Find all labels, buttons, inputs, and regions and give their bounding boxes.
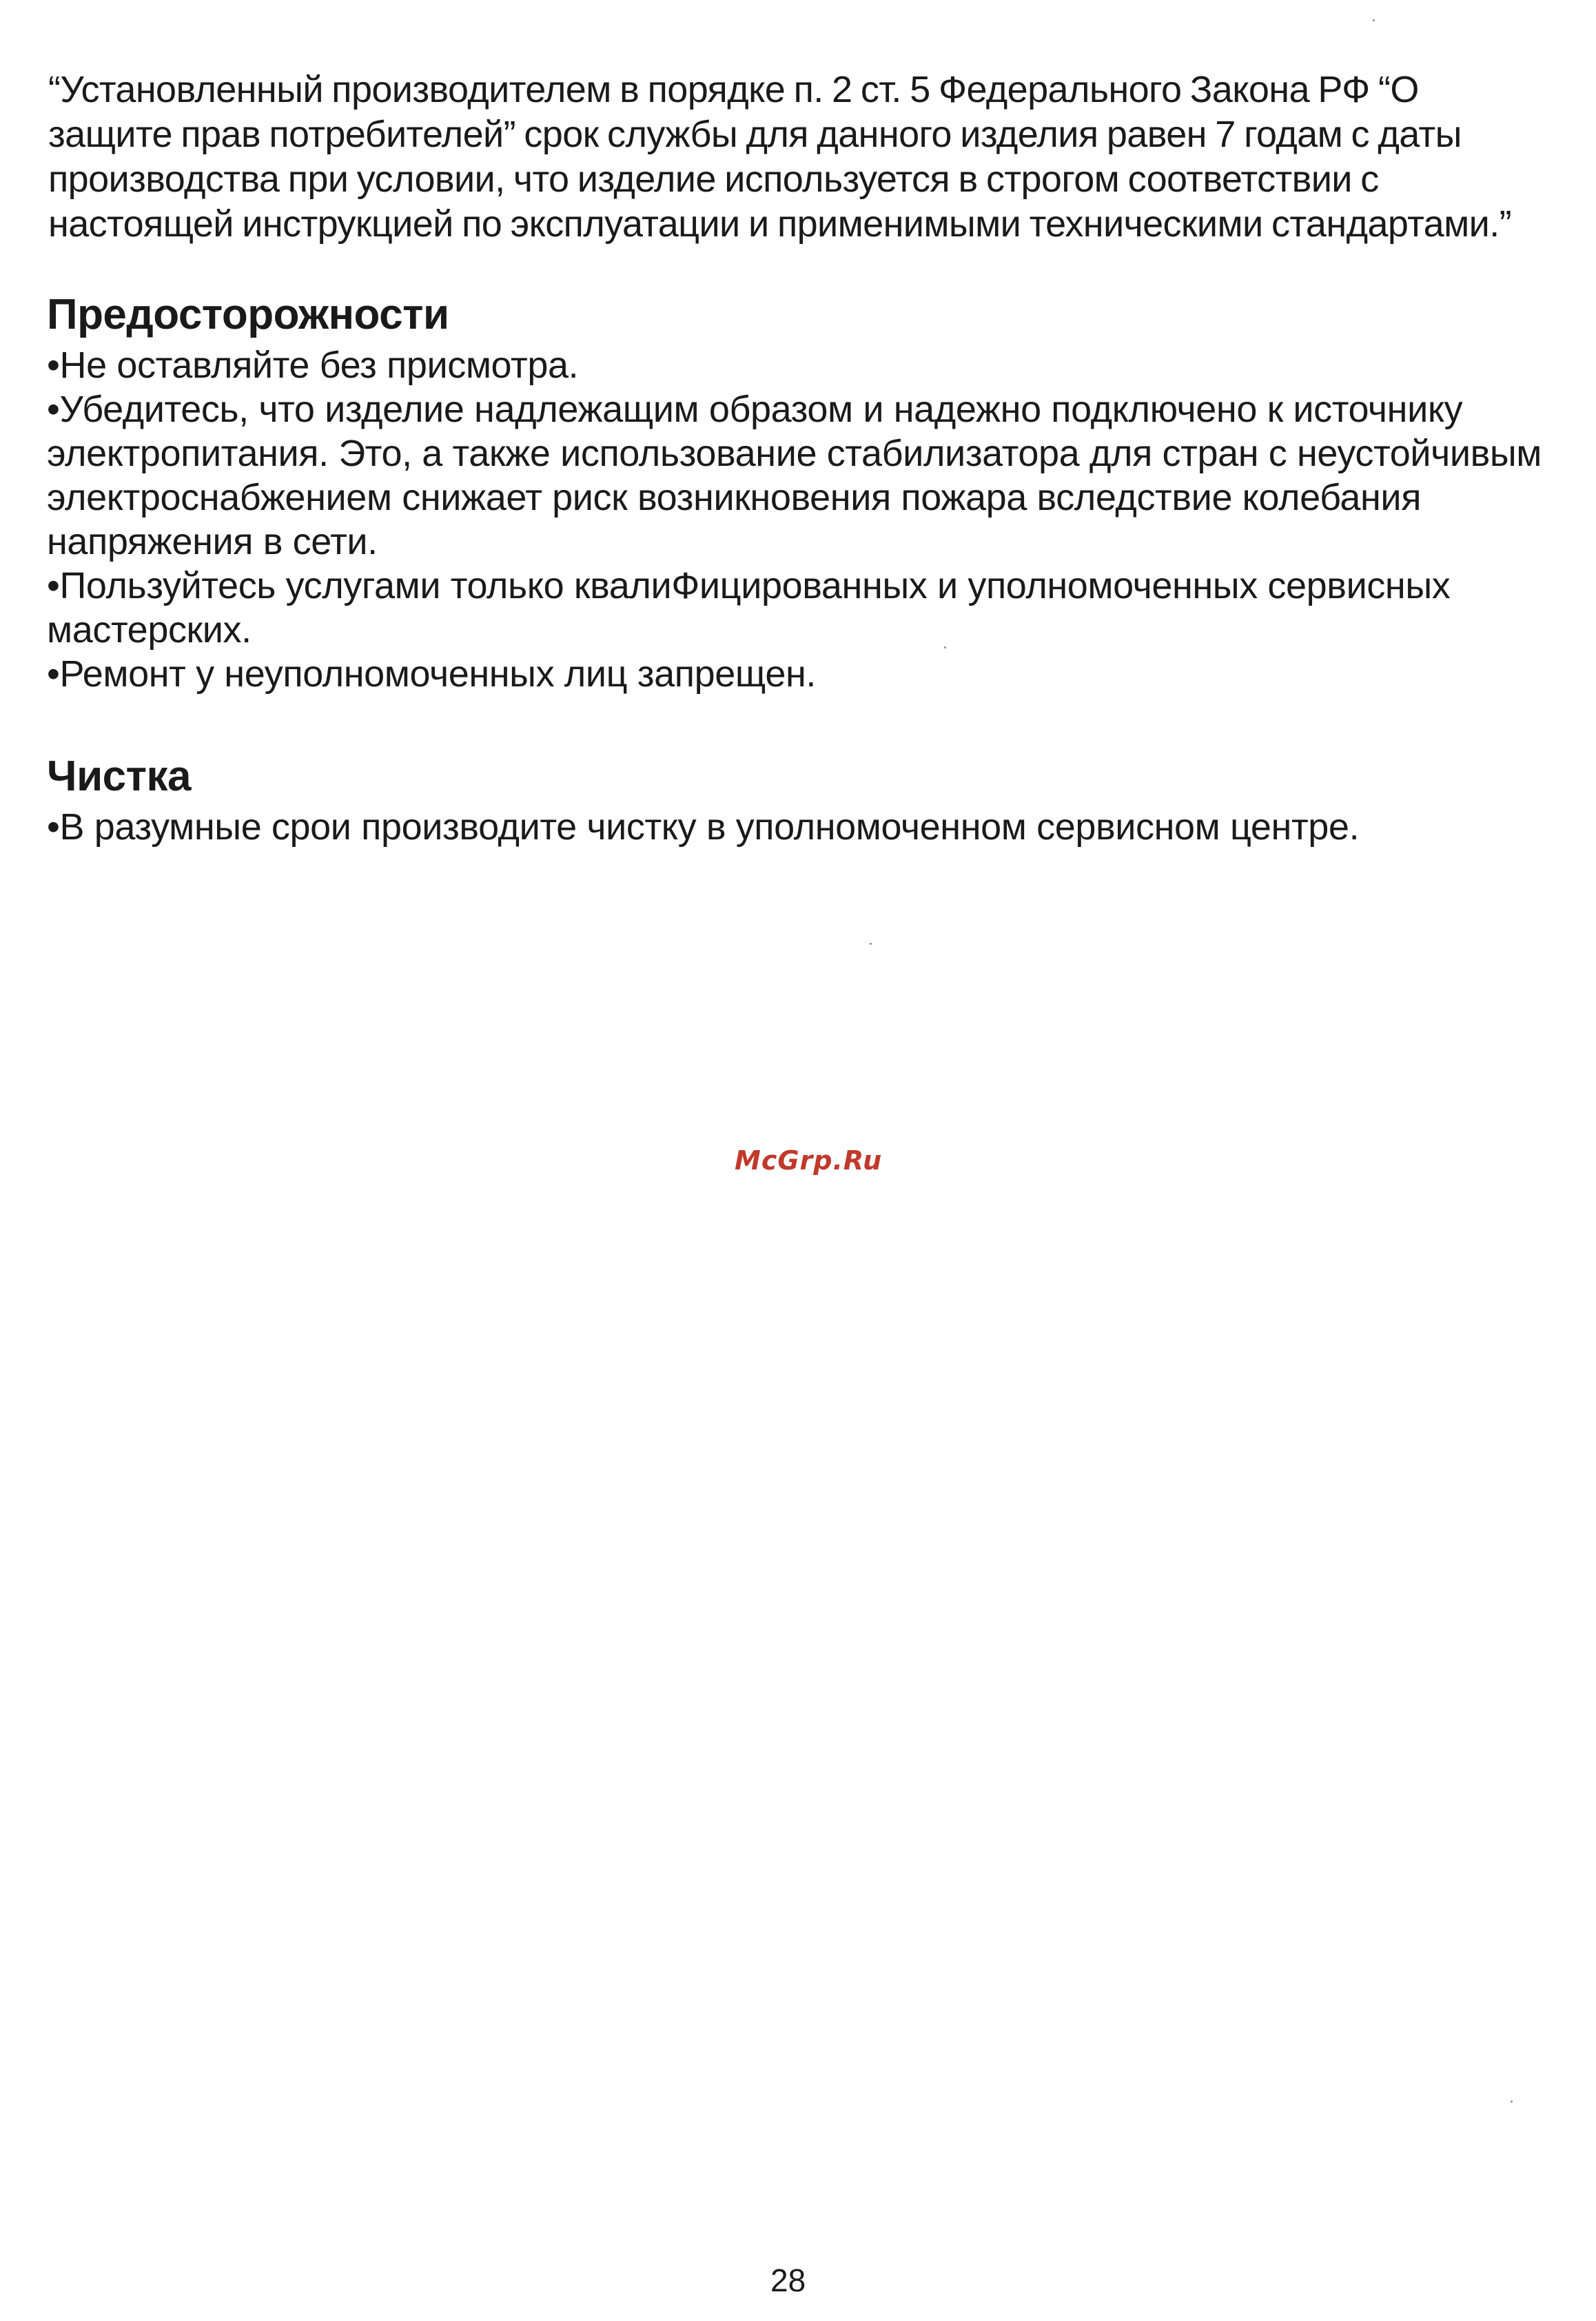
cleaning-list [47, 805, 1549, 849]
bullet: • [47, 806, 60, 848]
list-item [47, 652, 1549, 696]
precautions-list [47, 343, 1549, 696]
list-item [47, 564, 1549, 652]
cleaning-heading: Чистка [47, 753, 192, 800]
page-number: 28 [770, 2262, 806, 2298]
list-item-text: Ремонт у неуполномоченных лиц запрещен. [59, 653, 816, 695]
scan-speck [1511, 2100, 1513, 2103]
list-item-text: В разумные срои производите чистку в уполномоченном сервисном центре. [59, 806, 1360, 848]
service-life-paragraph: “Установленный производителем в порядке п. 2 ст. 5 Федерального Закона РФ “О защите прав потребителей” срок службы для данного изделия равен 7 годам с даты производства при условии, что изделие используется в строгом соответствии с настоящей инструкцией по эксплуатации и применимыми техническими стандартами.” [48, 69, 1511, 245]
bullet: • [47, 653, 60, 695]
bullet: • [47, 389, 60, 430]
watermark-text: McGrp.Ru [735, 1145, 883, 1176]
scan-speck [870, 943, 872, 945]
list-item-text: Не оставляйте без присмотра. [59, 345, 579, 386]
list-item [47, 343, 1549, 387]
list-item-text: Пользуйтесь услугами только квалиФицированных и уполномоченных сервисных мастерских. [47, 565, 1451, 651]
scan-speck [1373, 19, 1375, 21]
precautions-heading: Предосторожности [47, 291, 449, 338]
list-item-text: Убедитесь, что изделие надлежащим образом и надежно подключено к источнику электропитания. Это, а также использование стабилизатора для стран с неустойчивым электроснабжением снижает риск возникновения пожара вследствие колебания напряжения в сети. [47, 389, 1542, 562]
scan-speck [944, 646, 946, 648]
bullet: • [47, 565, 60, 606]
bullet: • [47, 345, 60, 386]
list-item [47, 805, 1549, 849]
list-item [47, 387, 1549, 564]
